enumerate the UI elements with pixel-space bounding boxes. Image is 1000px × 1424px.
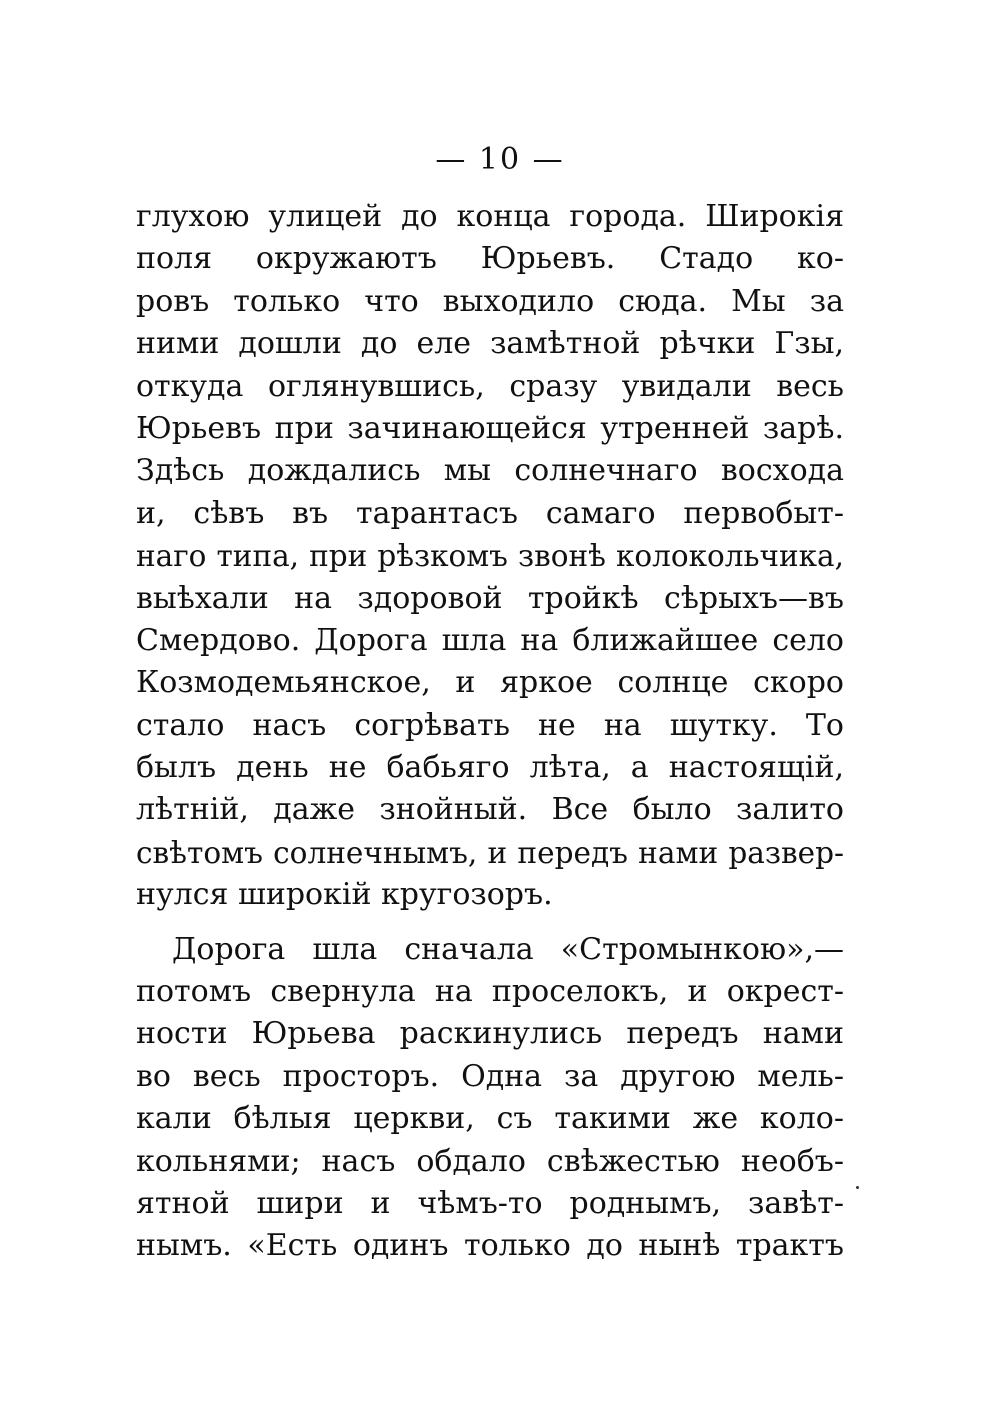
print-speck bbox=[856, 1186, 859, 1189]
text-line: лѣтній, даже знойный. Все было залито bbox=[136, 792, 844, 828]
text-line: Смердово. Дорога шла на ближайшее село bbox=[136, 622, 844, 658]
text-line: глухою улицей до конца города. Широкія bbox=[136, 199, 844, 234]
text-line: во весь просторъ. Одна за другою мель- bbox=[136, 1058, 844, 1094]
text-line: Юрьевъ при зачинающейся утренней зарѣ. bbox=[136, 410, 844, 446]
text-line: поля окружаютъ Юрьевъ. Стадо ко- bbox=[136, 241, 844, 277]
text-line: ними дошли до еле замѣтной рѣчки Гзы, bbox=[136, 326, 844, 362]
text-line: откуда оглянувшись, сразу увидали весь bbox=[136, 368, 844, 404]
paragraph-spacer bbox=[136, 917, 844, 929]
text-line: выѣхали на здоровой тройкѣ сѣрыхъ—въ bbox=[136, 580, 844, 616]
body-text bbox=[136, 196, 844, 1268]
text-line: свѣтомъ солнечнымъ, и передъ нами развер- bbox=[136, 835, 844, 870]
text-line: потомъ свернула на проселокъ, и окрест- bbox=[136, 974, 844, 1010]
text-line: ности Юрьева раскинулись передъ нами bbox=[136, 1016, 844, 1052]
text-line: наго типа, при рѣзкомъ звонѣ колокольчика, bbox=[136, 539, 844, 574]
page-number: — 10 — bbox=[435, 142, 565, 177]
text-line: нулся широкій кругозоръ. bbox=[136, 877, 553, 913]
text-line: кали бѣлыя церкви, съ такими же коло- bbox=[136, 1101, 844, 1137]
text-line: Здѣсь дождались мы солнечнаго восхода bbox=[136, 453, 844, 489]
text-line: Дорога шла сначала «Стромынкою»,— bbox=[172, 931, 844, 967]
text-line: и, сѣвъ въ тарантасъ самаго первобыт- bbox=[136, 495, 844, 531]
text-line: кольнями; насъ обдало свѣжестью необъ- bbox=[136, 1143, 844, 1179]
paragraph-1 bbox=[136, 196, 844, 917]
text-line: ровъ только что выходило сюда. Мы за bbox=[136, 283, 844, 319]
paragraph-2 bbox=[136, 929, 844, 1268]
text-line: ятной шири и чѣмъ-то роднымъ, завѣт- bbox=[136, 1185, 844, 1221]
text-line: былъ день не бабьяго лѣта, а настоящій, bbox=[136, 750, 844, 786]
text-line: стало насъ согрѣвать не на шутку. То bbox=[136, 707, 844, 743]
text-line: нымъ. «Есть одинъ только до нынѣ трактъ bbox=[136, 1228, 844, 1264]
text-line: Козмодемьянское, и яркое солнце скоро bbox=[136, 665, 844, 701]
